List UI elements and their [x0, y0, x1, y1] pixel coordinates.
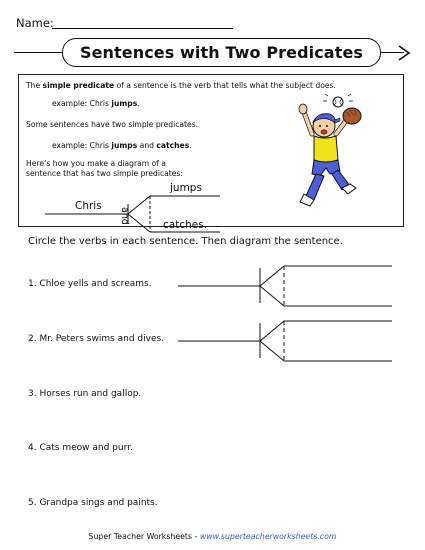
- instructions: Circle the verbs in each sentence. Then diagram the sentence.: [28, 236, 343, 247]
- footer: [0, 532, 425, 541]
- question-5: 5. Grandpa sings and paints.: [28, 498, 158, 508]
- example-two: example: Chris jumps and catches.: [52, 141, 192, 150]
- example-one: example: Chris jumps.: [52, 99, 140, 108]
- footer-link[interactable]: www.superteacherworksheets.com: [199, 532, 337, 541]
- question-2: 2. Mr. Peters swims and dives.: [28, 334, 165, 344]
- answer-diagram-1[interactable]: [178, 266, 392, 306]
- question-4: 4. Cats meow and purr.: [28, 443, 133, 453]
- question-1: 1. Chloe yells and screams.: [28, 279, 152, 289]
- definition-text: The simple predicate of a sentence is the verb that tells what the subject does.: [26, 81, 336, 90]
- diagram-verb-top: jumps: [170, 182, 202, 194]
- name-label: Name:: [16, 16, 54, 30]
- question-3: 3. Horses run and gallop.: [28, 389, 142, 399]
- two-predicates-text: Some sentences have two simple predicates.: [26, 120, 199, 129]
- how-to-text-2: sentence that has two simple predicates:: [26, 169, 183, 178]
- diagram-verb-bottom: catches.: [163, 219, 208, 231]
- how-to-text-1: Here’s how you make a diagram of a: [26, 159, 166, 168]
- diagram-subject: Chris: [75, 200, 102, 212]
- diagram-conjunction: and: [119, 207, 130, 225]
- answer-diagram-2[interactable]: [178, 321, 392, 361]
- footer-brand: Super Teacher Worksheets -: [88, 532, 200, 541]
- page-title: Sentences with Two Predicates: [62, 38, 381, 67]
